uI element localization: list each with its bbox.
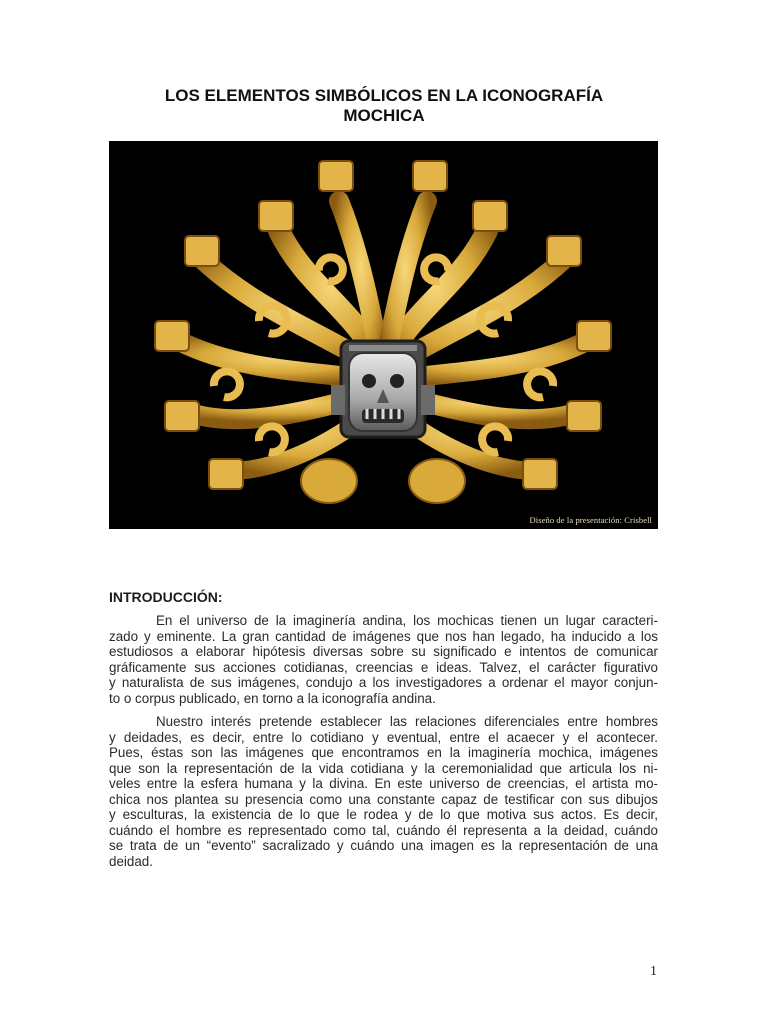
paragraph-line: veles entre la esfera humana y la divina. En este universo de creencias, el artista mo-	[109, 776, 658, 791]
paragraph-line: que son la representación de la vida cotidiana y la ceremonialidad que articula los ni-	[109, 760, 658, 776]
paragraph-line: y deidades, es decir, entre lo cotidiano y eventual, entre el acaecer y el acontecer.	[109, 729, 658, 745]
paragraph-line: y esculturas, la existencia de lo que le rodea y de lo que motiva sus actos. Es decir,	[109, 807, 658, 822]
title-line-2: MOCHICA	[343, 106, 425, 125]
headdress-figure	[109, 141, 658, 529]
paragraph-line: estudiosos a elaborar hipótesis diversas sobre su significado e intentos de comunicar	[109, 644, 658, 659]
paragraph-line: chica nos plantea su presencia como una constante capaz de testificar con sus dibujos	[109, 791, 658, 807]
paragraph-line: cuándo el hombre es representado como tal, cuándo él representa a la deidad, cuándo	[109, 822, 658, 838]
page-number: 1	[650, 964, 657, 979]
central-face	[331, 341, 435, 437]
paragraph-line: gráficamente sus acciones cotidianas, creencias e ideas. Talvez, el carácter figurativo	[109, 659, 658, 675]
intro-paragraph-1	[109, 613, 658, 706]
paragraph-line: y naturalista de sus imágenes, condujo a los investigadores a ordenar el mayor conjun-	[109, 675, 658, 690]
bottom-curls	[301, 459, 465, 503]
intro-paragraph-2	[109, 714, 658, 869]
paragraph-line: zado y eminente. La gran cantidad de imágenes que nos han legado, ha inducido a los	[109, 628, 658, 644]
section-heading: INTRODUCCIÓN:	[109, 589, 223, 605]
title-line-1: LOS ELEMENTOS SIMBÓLICOS EN LA ICONOGRAFÍA	[164, 86, 604, 105]
figure-caption: Diseño de la presentación: Crisbell	[529, 515, 652, 525]
paragraph-line: Pues, éstas son las imágenes que encontramos en la imaginería mochica, imágenes	[109, 745, 658, 760]
gold-headdress-illustration	[109, 141, 658, 529]
paragraph-line: se trata de un “evento” sacralizado y cuándo una imagen es la representación de una	[109, 838, 658, 853]
paragraph-line: to o corpus publicado, en torno a la iconografía andina.	[109, 690, 436, 706]
paragraph-line: deidad.	[109, 853, 153, 869]
paragraph-line: En el universo de la imaginería andina, los mochicas tienen un lugar caracteri-	[156, 613, 658, 628]
paragraph-line: Nuestro interés pretende establecer las relaciones diferenciales entre hombres	[156, 714, 658, 729]
document-title	[110, 86, 658, 126]
